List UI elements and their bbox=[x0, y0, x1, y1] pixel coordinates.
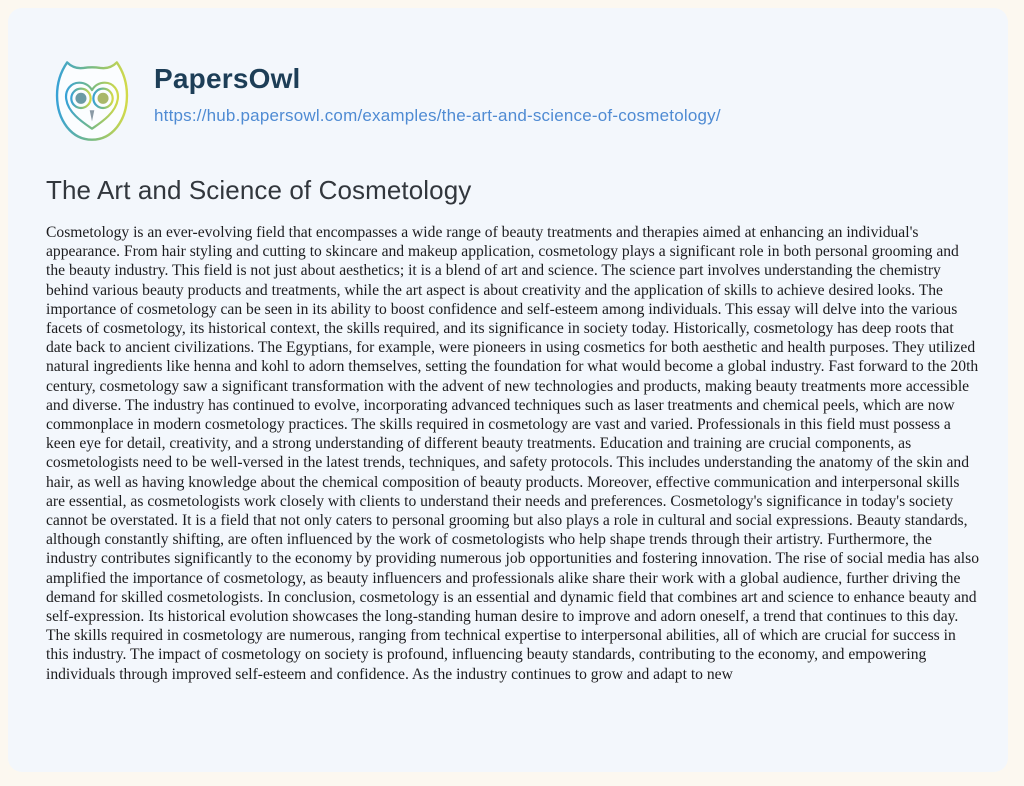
article-body: Cosmetology is an ever-evolving field that encompasses a wide range of beauty treatments and therapies aimed at enhancing an individual's appearance. From hair styling and cutting to skincare and makeup application, cosmetology plays a significant role in both personal grooming and the beauty industry. This field is not just about aesthetics; it is a blend of art and science. The science part involves understanding the chemistry behind various beauty products and treatments, while the art aspect is about creativity and the application of skills to achieve desired looks. The importance of cosmetology can be seen in its ability to boost confidence and self-esteem among individuals. This essay will delve into the various facets of cosmetology, its historical context, the skills required, and its significance in society today. Historically, cosmetology has deep roots that date back to ancient civilizations. The Egyptians, for example, were pioneers in using cosmetics for both aesthetic and health purposes. They utilized natural ingredients like henna and kohl to adorn themselves, setting the foundation for what would become a global industry. Fast forward to the 20th century, cosmetology saw a significant transformation with the advent of new technologies and products, making beauty treatments more accessible and diverse. The industry has continued to evolve, incorporating advanced techniques such as laser treatments and chemical peels, which are now commonplace in modern cosmetology practices. The skills required in cosmetology are vast and varied. Professionals in this field must possess a keen eye for detail, creativity, and a strong understanding of different beauty treatments. Education and training are crucial components, as cosmetologists need to be well-versed in the latest trends, techniques, and safety protocols. This includes understanding the anatomy of the skin and hair, as well as having knowledge about the chemical composition of beauty products. Moreover, effective communication and interpersonal skills are essential, as cosmetologists work closely with clients to understand their needs and preferences. Cosmetology's significance in today's society cannot be overstated. It is a field that not only caters to personal grooming but also plays a role in cultural and social expressions. Beauty standards, although constantly shifting, are often influenced by the work of cosmetologists who help shape trends through their artistry. Furthermore, the industry contributes significantly to the economy by providing numerous job opportunities and fostering innovation. The rise of social media has also amplified the importance of cosmetology, as beauty influencers and professionals alike share their work with a global audience, further driving the demand for skilled cosmetologists. In conclusion, cosmetology is an essential and dynamic field that combines art and science to enhance beauty and self-expression. Its historical evolution showcases the long-standing human desire to improve and adorn oneself, a trend that continues to this day. The skills required in cosmetology are numerous, ranging from technical expertise to interpersonal abilities, all of which are crucial for success in this industry. The impact of cosmetology on society is profound, influencing beauty standards, contributing to the economy, and empowering individuals through improved self-esteem and confidence. As the industry continues to grow and adapt to new bbox=[46, 224, 980, 683]
papersowl-owl-logo-icon bbox=[46, 56, 138, 148]
article-title: The Art and Science of Cosmetology bbox=[46, 175, 472, 205]
brand-block bbox=[154, 56, 721, 126]
document-card bbox=[8, 8, 1008, 772]
source-url-link[interactable]: https://hub.papersowl.com/examples/the-art-and-science-of-cosmetology/ bbox=[154, 105, 721, 125]
brand-name: PapersOwl bbox=[154, 63, 301, 94]
site-header bbox=[46, 56, 984, 148]
